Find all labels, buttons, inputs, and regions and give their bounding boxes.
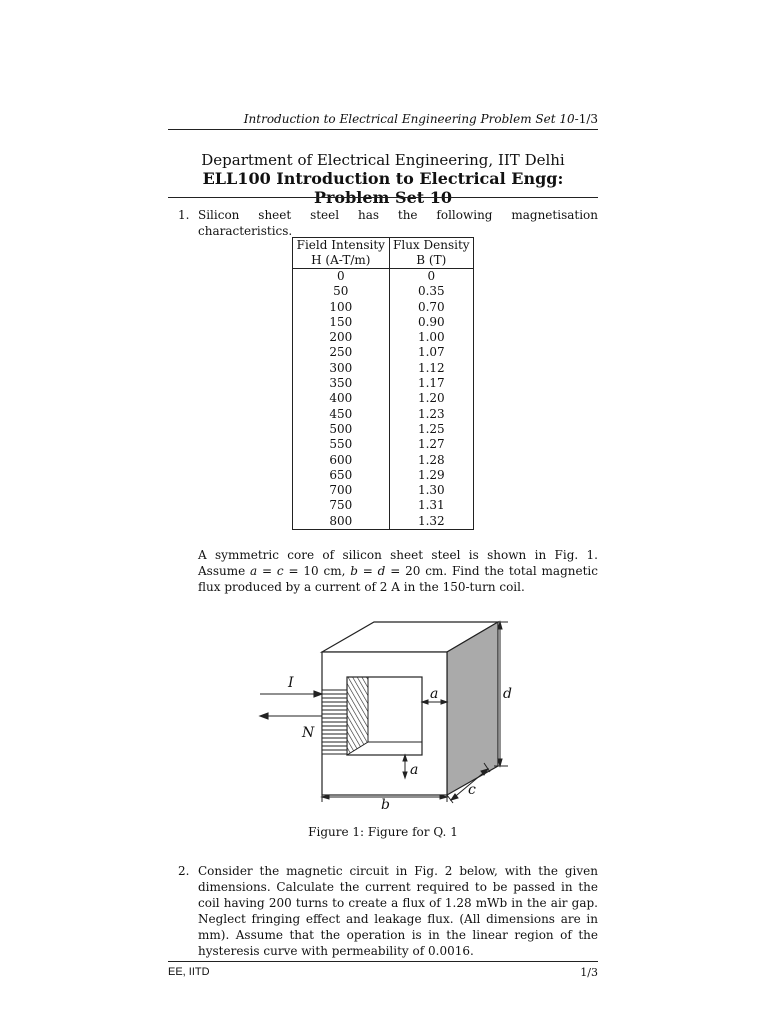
field-intensity-cell: 650 (293, 468, 390, 483)
table-row (293, 453, 474, 468)
figure-caption: Figure 1: Figure for Q. 1 (308, 825, 458, 839)
core-side-face (447, 622, 498, 795)
label-a-bottom: a (410, 762, 419, 778)
table-row (293, 422, 474, 437)
table-row (293, 468, 474, 483)
table-row (293, 437, 474, 452)
field-intensity-cell: 0 (293, 269, 390, 285)
field-intensity-cell: 100 (293, 300, 390, 315)
flux-density-cell: 1.07 (389, 345, 473, 360)
current-leads (260, 691, 322, 719)
table-row (293, 284, 474, 299)
running-head-text: Introduction to Electrical Engineering Problem Set 10- (243, 112, 579, 126)
table-row (293, 269, 474, 285)
table-row (293, 361, 474, 376)
label-turns: N (302, 725, 315, 741)
table-row (293, 330, 474, 345)
label-current: I (288, 675, 294, 691)
question-1-paragraph: A symmetric core of silicon sheet steel is shown in Fig. 1. Assume a = c = 10 cm, b = d = 20 cm. Find the total magnetic flux produced by a current of 2 A in the 150-turn coil. (198, 548, 598, 594)
flux-density-cell: 1.17 (389, 376, 473, 391)
question-text: Consider the magnetic circuit in Fig. 2 below, with the given dimensions. Calculate the current required to be passed in the coil having 200 turns to create a flux of 1.28 mWb in the air gap. Neglect fringing effect and leakage flux. (All dimensions are in mm). Assume that the operation is in the linear region of the hysteresis curve with permeability of 0.0016. (198, 864, 598, 958)
field-intensity-cell: 600 (293, 453, 390, 468)
flux-density-cell: 1.30 (389, 483, 473, 498)
field-intensity-cell: 700 (293, 483, 390, 498)
flux-density-cell: 1.28 (389, 453, 473, 468)
coil (322, 690, 347, 754)
field-intensity-cell: 150 (293, 315, 390, 330)
department-title: Department of Electrical Engineering, IIT Delhi (201, 151, 565, 169)
flux-density-cell: 1.20 (389, 391, 473, 406)
field-intensity-cell: 50 (293, 284, 390, 299)
flux-density-cell: 1.32 (389, 514, 473, 530)
table-row (293, 315, 474, 330)
field-intensity-cell: 750 (293, 498, 390, 513)
table-row (293, 376, 474, 391)
field-intensity-cell: 500 (293, 422, 390, 437)
field-intensity-cell: 550 (293, 437, 390, 452)
field-intensity-cell: 350 (293, 376, 390, 391)
question-text: Silicon sheet steel has the following magnetisation characteristics. (198, 208, 598, 238)
header-rule (168, 129, 598, 130)
footer-page-number: 1/3 (580, 966, 598, 979)
table-row (293, 498, 474, 513)
field-intensity-cell: 200 (293, 330, 390, 345)
label-c: c (468, 782, 476, 798)
field-intensity-cell: 400 (293, 391, 390, 406)
magnetisation-table (292, 237, 474, 530)
label-b: b (381, 797, 390, 812)
table-row (293, 514, 474, 530)
flux-density-cell: 1.29 (389, 468, 473, 483)
field-intensity-cell: 450 (293, 407, 390, 422)
column-header: Field Intensity H (A-T/m) (293, 238, 390, 269)
column-header: Flux Density B (T) (389, 238, 473, 269)
table-row (293, 391, 474, 406)
flux-density-cell: 0 (389, 269, 473, 285)
table-row (293, 345, 474, 360)
flux-density-cell: 1.27 (389, 437, 473, 452)
core-figure (250, 612, 520, 812)
flux-density-cell: 1.25 (389, 422, 473, 437)
question-number: 1. (178, 208, 190, 222)
flux-density-cell: 1.12 (389, 361, 473, 376)
table-row (293, 483, 474, 498)
footer-rule (168, 961, 598, 962)
label-a-right: a (430, 686, 439, 702)
window-shadow (347, 677, 368, 755)
running-head-page: 1/3 (578, 112, 598, 126)
running-head (168, 112, 598, 126)
field-intensity-cell: 250 (293, 345, 390, 360)
footer-left: EE, IITD (168, 966, 210, 978)
field-intensity-cell: 300 (293, 361, 390, 376)
question-1-intro (178, 207, 598, 238)
table-row (293, 407, 474, 422)
flux-density-cell: 1.31 (389, 498, 473, 513)
flux-density-cell: 1.00 (389, 330, 473, 345)
flux-density-cell: 1.23 (389, 407, 473, 422)
question-number: 2. (178, 864, 190, 878)
flux-density-cell: 0.90 (389, 315, 473, 330)
table-row (293, 300, 474, 315)
course-title: ELL100 Introduction to Electrical Engg: Problem Set 10 (202, 169, 564, 207)
label-d: d (503, 686, 512, 702)
field-intensity-cell: 800 (293, 514, 390, 530)
flux-density-cell: 0.70 (389, 300, 473, 315)
question-2 (178, 863, 598, 958)
flux-density-cell: 0.35 (389, 284, 473, 299)
title-rule (168, 197, 598, 198)
